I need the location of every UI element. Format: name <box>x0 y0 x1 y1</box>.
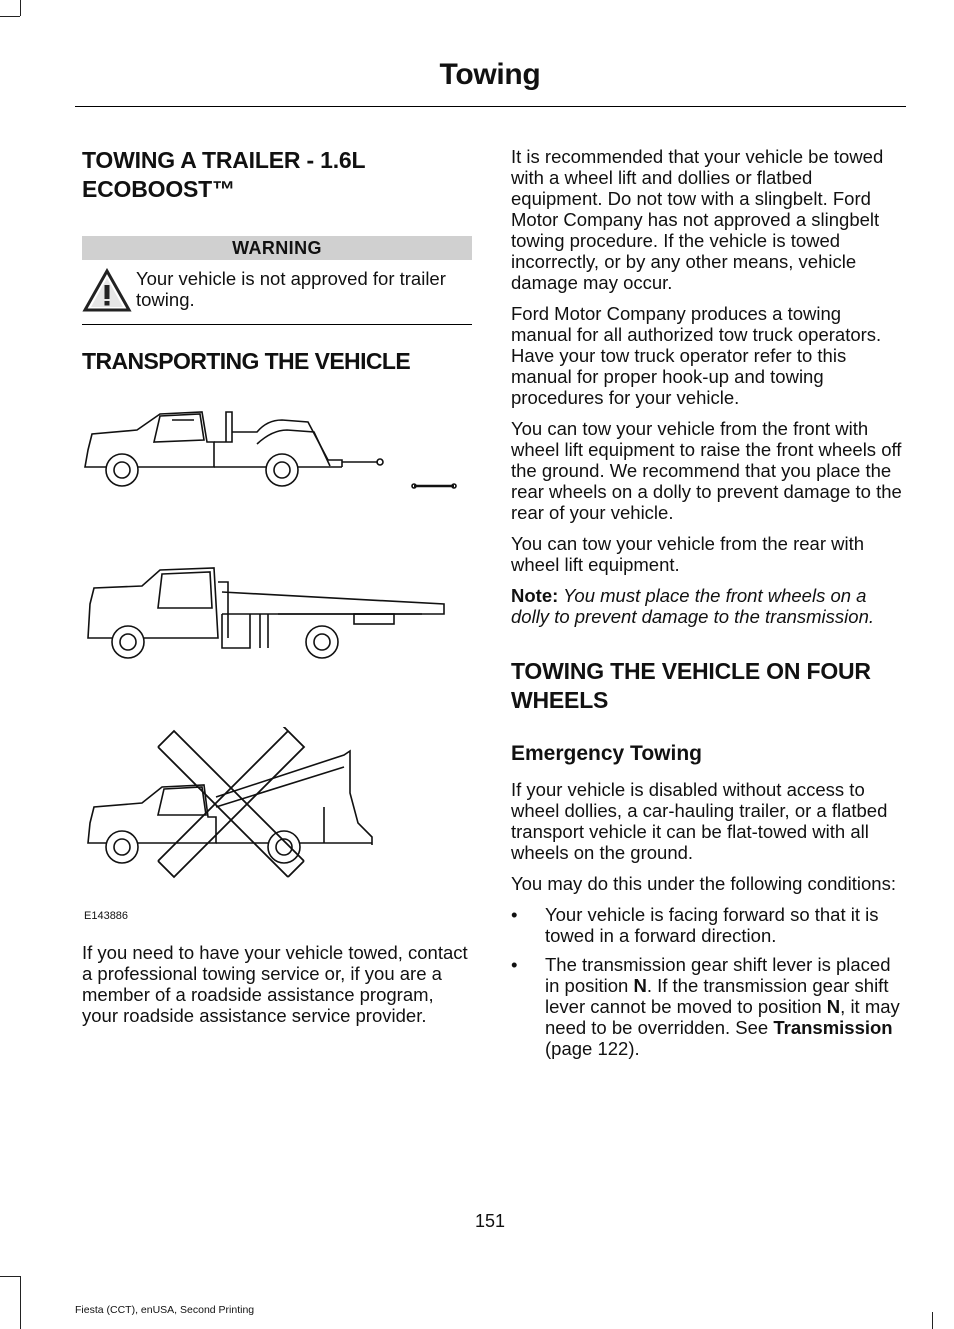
flatbed-truck-illustration <box>82 552 472 702</box>
section-title-trailer: TOWING A TRAILER - 1.6L ECOBOOST™ <box>82 147 365 202</box>
section-title-transport: TRANSPORTING THE VEHICLE <box>82 348 411 374</box>
section-title-four-wheels: TOWING THE VEHICLE ON FOUR WHEELS <box>511 658 871 713</box>
paragraph-towing-service: If you need to have your vehicle towed, contact a professional towing service or, if you are a member of a roadside assistance program, your roadside assistance service provider. <box>82 942 468 1026</box>
crop-mark <box>0 16 20 17</box>
paragraph-disabled: If your vehicle is disabled without access to wheel dollies, a car-hauling trailer, or a flatbed transport vehicle it can be flat-towed with all wheels on the ground. <box>511 779 888 863</box>
header-divider <box>75 106 906 107</box>
paragraph-recommended: It is recommended that your vehicle be towed with a wheel lift and dollies or flatbed equipment. Do not tow with a slingbelt. Ford Motor Company has not approved a slingbelt towing procedure. If the vehicle is towed incorrectly, or by any other means, vehicle damage may occur. <box>511 146 884 293</box>
towing-illustration <box>82 382 472 922</box>
left-column <box>82 146 472 1036</box>
transmission-reference: Transmission <box>773 1017 893 1038</box>
paragraph-conditions: You may do this under the following conditions: <box>511 873 896 894</box>
conditions-list <box>511 904 903 1059</box>
paragraph-manual: Ford Motor Company produces a towing manual for all authorized tow truck operators. Have your tow truck operator refer to this manual for proper hook-up and towing procedures for your vehicle. <box>511 303 882 408</box>
warning-triangle-icon <box>82 268 132 314</box>
paragraph-front-tow: You can tow your vehicle from the front with wheel lift equipment to raise the front wheels off the ground. We recommend that you place the rear wheels on a dolly to prevent damage to the rear of your vehicle. <box>511 418 902 523</box>
subheading-emergency-towing: Emergency Towing <box>511 742 702 765</box>
warning-label: WARNING <box>82 236 472 260</box>
warning-box <box>82 260 472 325</box>
note <box>511 585 903 627</box>
warning-text: Your vehicle is not approved for trailer towing. <box>136 268 446 310</box>
footer-text: Fiesta (CCT), enUSA, Second Printing <box>75 1304 255 1316</box>
crop-mark <box>932 1312 933 1329</box>
list-item: • Your vehicle is facing forward so that it is towed in a forward direction. <box>511 904 879 946</box>
bullet: • <box>511 904 518 925</box>
paragraph-rear-tow: You can tow your vehicle from the rear with wheel lift equipment. <box>511 533 865 575</box>
right-column <box>511 146 903 1067</box>
crop-mark <box>20 1276 21 1329</box>
slingbelt-truck-crossed-illustration <box>82 727 472 897</box>
wheel-lift-truck-illustration <box>82 382 472 532</box>
bullet: • <box>511 954 518 975</box>
crop-mark <box>20 0 21 16</box>
note-text: You must place the front wheels on a dolly to prevent damage to the transmission. <box>511 585 874 627</box>
note-label: Note: <box>511 585 559 606</box>
crop-mark <box>0 1276 20 1277</box>
list-item: • The transmission gear shift lever is placed in position N. If the transmission gear shift lever cannot be moved to position N, it may need to be overridden. See Transmission (page 122). <box>511 954 900 1059</box>
page-title: Towing <box>439 58 541 91</box>
figure-code: E143886 <box>84 910 129 922</box>
page-number: 151 <box>474 1211 506 1231</box>
